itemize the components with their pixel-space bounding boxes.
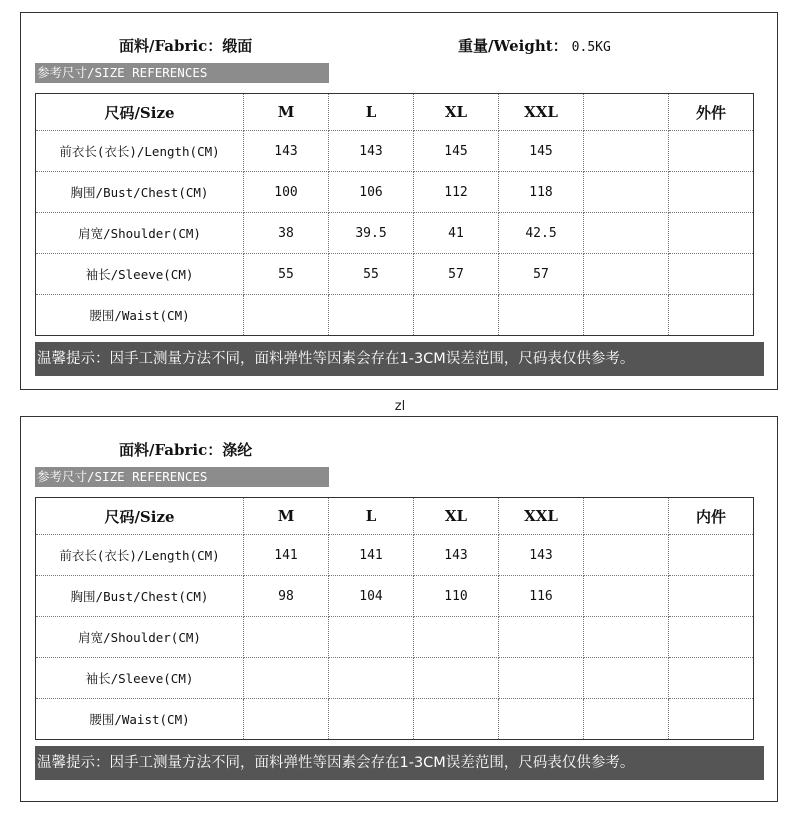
table-cell: 112: [414, 172, 499, 213]
table-cell: [244, 699, 329, 740]
table-cell: 41: [414, 213, 499, 254]
table-cell: 104: [329, 576, 414, 617]
row-label: 袖长/Sleeve(CM): [36, 254, 244, 295]
table-cell: [329, 617, 414, 658]
table-cell: [499, 658, 584, 699]
row-label: 胸围/Bust/Chest(CM): [36, 172, 244, 213]
table-cell: [584, 699, 669, 740]
row-label: 袖长/Sleeve(CM): [36, 658, 244, 699]
table-cell: [669, 699, 754, 740]
table-cell: [244, 658, 329, 699]
fabric-heading: [119, 439, 252, 460]
size-chart-panel-inner: [20, 416, 778, 802]
column-header: M: [244, 498, 329, 535]
row-label: 前衣长(衣长)/Length(CM): [36, 131, 244, 172]
table-row: [36, 658, 754, 699]
table-header-row: [36, 94, 754, 131]
table-cell: 143: [414, 535, 499, 576]
table-cell: [584, 576, 669, 617]
table-cell: [584, 131, 669, 172]
column-header: XXL: [499, 498, 584, 535]
column-header: 尺码/Size: [36, 498, 244, 535]
table-cell: [584, 254, 669, 295]
table-cell: 143: [499, 535, 584, 576]
weight-heading: [458, 35, 611, 56]
table-cell: 42.5: [499, 213, 584, 254]
fabric-value: 缎面: [222, 37, 253, 55]
table-cell: 143: [244, 131, 329, 172]
table-cell: [669, 254, 754, 295]
table-row: [36, 617, 754, 658]
table-row: [36, 213, 754, 254]
column-header: L: [329, 498, 414, 535]
table-cell: [584, 295, 669, 336]
weight-label: 重量/Weight：: [458, 37, 568, 55]
size-table: [35, 497, 754, 740]
table-cell: [414, 699, 499, 740]
table-cell: [414, 295, 499, 336]
table-cell: [669, 617, 754, 658]
table-cell: [244, 617, 329, 658]
column-header: 外件: [669, 94, 754, 131]
table-row: [36, 295, 754, 336]
table-cell: [669, 658, 754, 699]
table-cell: [669, 172, 754, 213]
row-label: 腰围/Waist(CM): [36, 295, 244, 336]
fabric-label: 面料/Fabric：: [119, 37, 223, 55]
table-cell: [329, 658, 414, 699]
table-header-row: [36, 498, 754, 535]
row-label: 前衣长(衣长)/Length(CM): [36, 535, 244, 576]
table-cell: 145: [414, 131, 499, 172]
fabric-heading: [119, 35, 252, 56]
table-cell: [584, 213, 669, 254]
table-cell: 118: [499, 172, 584, 213]
row-label: 肩宽/Shoulder(CM): [36, 617, 244, 658]
table-cell: [669, 576, 754, 617]
table-cell: 100: [244, 172, 329, 213]
table-row: [36, 254, 754, 295]
table-cell: [584, 535, 669, 576]
row-label: 胸围/Bust/Chest(CM): [36, 576, 244, 617]
table-cell: [584, 172, 669, 213]
column-header: 内件: [669, 498, 754, 535]
table-cell: [669, 295, 754, 336]
table-cell: [499, 617, 584, 658]
table-cell: [329, 699, 414, 740]
column-header: XL: [414, 498, 499, 535]
column-header: XXL: [499, 94, 584, 131]
table-row: [36, 131, 754, 172]
table-cell: [584, 617, 669, 658]
table-cell: [669, 213, 754, 254]
table-cell: 39.5: [329, 213, 414, 254]
row-label: 肩宽/Shoulder(CM): [36, 213, 244, 254]
table-cell: [329, 295, 414, 336]
size-references-bar: 参考尺寸/SIZE REFERENCES: [35, 467, 329, 487]
column-header: [584, 94, 669, 131]
measurement-note: 温馨提示：因手工测量方法不同，面料弹性等因素会存在1-3CM误差范围，尺码表仅供参考。: [35, 342, 764, 376]
column-header: 尺码/Size: [36, 94, 244, 131]
column-header: [584, 498, 669, 535]
size-references-bar: 参考尺寸/SIZE REFERENCES: [35, 63, 329, 83]
table-cell: 38: [244, 213, 329, 254]
table-cell: [584, 658, 669, 699]
table-cell: [669, 535, 754, 576]
table-cell: 110: [414, 576, 499, 617]
divider-label: zl: [394, 399, 406, 414]
measurement-note: 温馨提示：因手工测量方法不同，面料弹性等因素会存在1-3CM误差范围，尺码表仅供参考。: [35, 746, 764, 780]
table-cell: 98: [244, 576, 329, 617]
column-header: M: [244, 94, 329, 131]
table-cell: 106: [329, 172, 414, 213]
table-cell: [244, 295, 329, 336]
row-label: 腰围/Waist(CM): [36, 699, 244, 740]
table-cell: 57: [499, 254, 584, 295]
table-cell: 116: [499, 576, 584, 617]
table-row: [36, 699, 754, 740]
column-header: XL: [414, 94, 499, 131]
table-cell: [414, 658, 499, 699]
table-cell: [499, 699, 584, 740]
table-cell: [414, 617, 499, 658]
table-row: [36, 172, 754, 213]
size-chart-panel-outer: [20, 12, 778, 390]
table-row: [36, 576, 754, 617]
column-header: L: [329, 94, 414, 131]
fabric-label: 面料/Fabric：: [119, 441, 223, 459]
table-cell: [669, 131, 754, 172]
table-cell: 141: [329, 535, 414, 576]
weight-value: 0.5KG: [571, 40, 611, 55]
size-table: [35, 93, 754, 336]
table-cell: 55: [244, 254, 329, 295]
table-cell: 145: [499, 131, 584, 172]
table-cell: 55: [329, 254, 414, 295]
table-cell: 57: [414, 254, 499, 295]
fabric-value: 涤纶: [222, 441, 253, 459]
table-cell: [499, 295, 584, 336]
table-row: [36, 535, 754, 576]
table-cell: 141: [244, 535, 329, 576]
table-cell: 143: [329, 131, 414, 172]
